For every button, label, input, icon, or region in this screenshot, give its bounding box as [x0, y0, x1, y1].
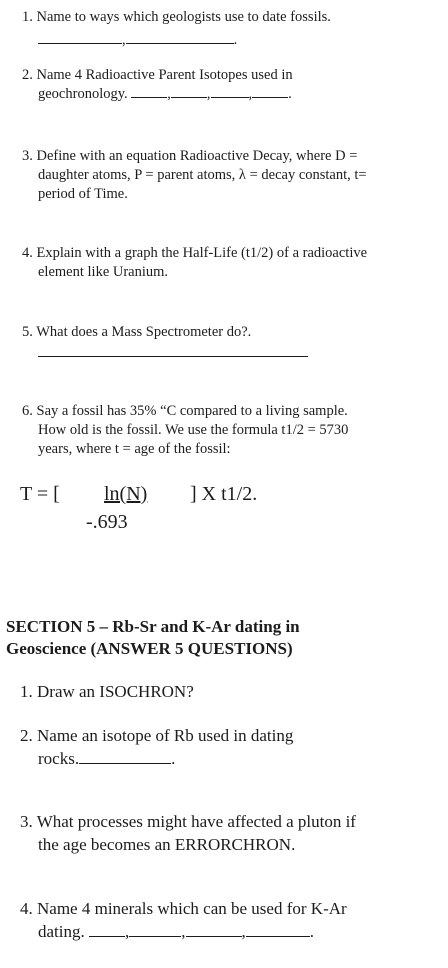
question-4: 4. Explain with a graph the Half-Life (t1/2) of a radioactive element like Uranium. [22, 245, 368, 280]
answer-blank[interactable] [38, 31, 122, 44]
formula-denominator: -.693 [86, 511, 128, 533]
answer-blank[interactable] [186, 922, 242, 937]
answer-blank[interactable] [131, 85, 167, 98]
question-number: 1. [20, 682, 33, 701]
question-text: Explain with a graph the Half-Life (t1/2) of a radioactive [36, 245, 368, 261]
answer-blank[interactable] [126, 31, 234, 44]
question-number: 4. [20, 899, 33, 918]
question-5 [22, 323, 432, 342]
answer-line-q1: , . [22, 31, 432, 50]
question-number: 6. [22, 403, 33, 419]
answer-blank[interactable] [129, 922, 181, 937]
question-number: 2. [22, 67, 33, 83]
question-text: Say a fossil has 35% “C compared to a living sample. [36, 403, 348, 419]
section5-question-1 [20, 680, 435, 703]
question-number: 5. [22, 324, 33, 340]
formula-rhs: ] X t1/2. [190, 483, 258, 505]
answer-blank[interactable] [89, 922, 125, 937]
question-3: 3. Define with an equation Radioactive Decay, where D = daughter atoms, P = parent atoms, λ = decay constant, t= period of Time. [22, 148, 367, 202]
question-number: 3. [20, 812, 33, 831]
question-2: 2. Name 4 Radioactive Parent Isotopes used in geochronology. , , , . [22, 67, 293, 102]
section5-question-3: 3. What processes might have affected a pluton if the age becomes an ERRORCHRON. [20, 812, 356, 854]
question-6: 6. Say a fossil has 35% “C compared to a living sample. How old is the fossil. We use the formula t1/2 = 5730 years, where t = age of the fossil: [22, 403, 349, 457]
answer-blank[interactable] [171, 85, 207, 98]
question-text: What does a Mass Spectrometer do?. [36, 324, 252, 340]
question-text: Define with an equation Radioactive Decay, where D = [36, 148, 358, 164]
question-text: Name an isotope of Rb used in dating [37, 726, 294, 745]
question-text: Name to ways which geologists use to date fossils. [36, 9, 331, 25]
question-number: 1. [22, 9, 33, 25]
question-text: Draw an ISOCHRON? [37, 682, 194, 701]
answer-line-q5[interactable] [38, 356, 308, 357]
question-number: 4. [22, 245, 33, 261]
question-number: 2. [20, 726, 33, 745]
section5-question-2: 2. Name an isotope of Rb used in dating rocks. . [20, 726, 294, 768]
question-text: Name 4 minerals which can be used for K-Ar [37, 899, 347, 918]
question-number: 3. [22, 148, 33, 164]
answer-blank[interactable] [252, 85, 288, 98]
formula-numerator: ln(N) [104, 483, 148, 505]
answer-blank[interactable] [79, 749, 171, 764]
section-heading: SECTION 5 – Rb-Sr and K-Ar dating in Geoscience (ANSWER 5 QUESTIONS) [6, 617, 300, 658]
formula-lhs: T = [ [20, 483, 60, 505]
question-text: Name 4 Radioactive Parent Isotopes used in [36, 67, 293, 83]
answer-blank[interactable] [211, 85, 249, 98]
section5-question-4: 4. Name 4 minerals which can be used for K-Ar dating. , , , . [20, 899, 347, 941]
answer-blank[interactable] [246, 922, 310, 937]
question-text: What processes might have affected a pluton if [36, 812, 356, 831]
question-1 [22, 8, 432, 27]
